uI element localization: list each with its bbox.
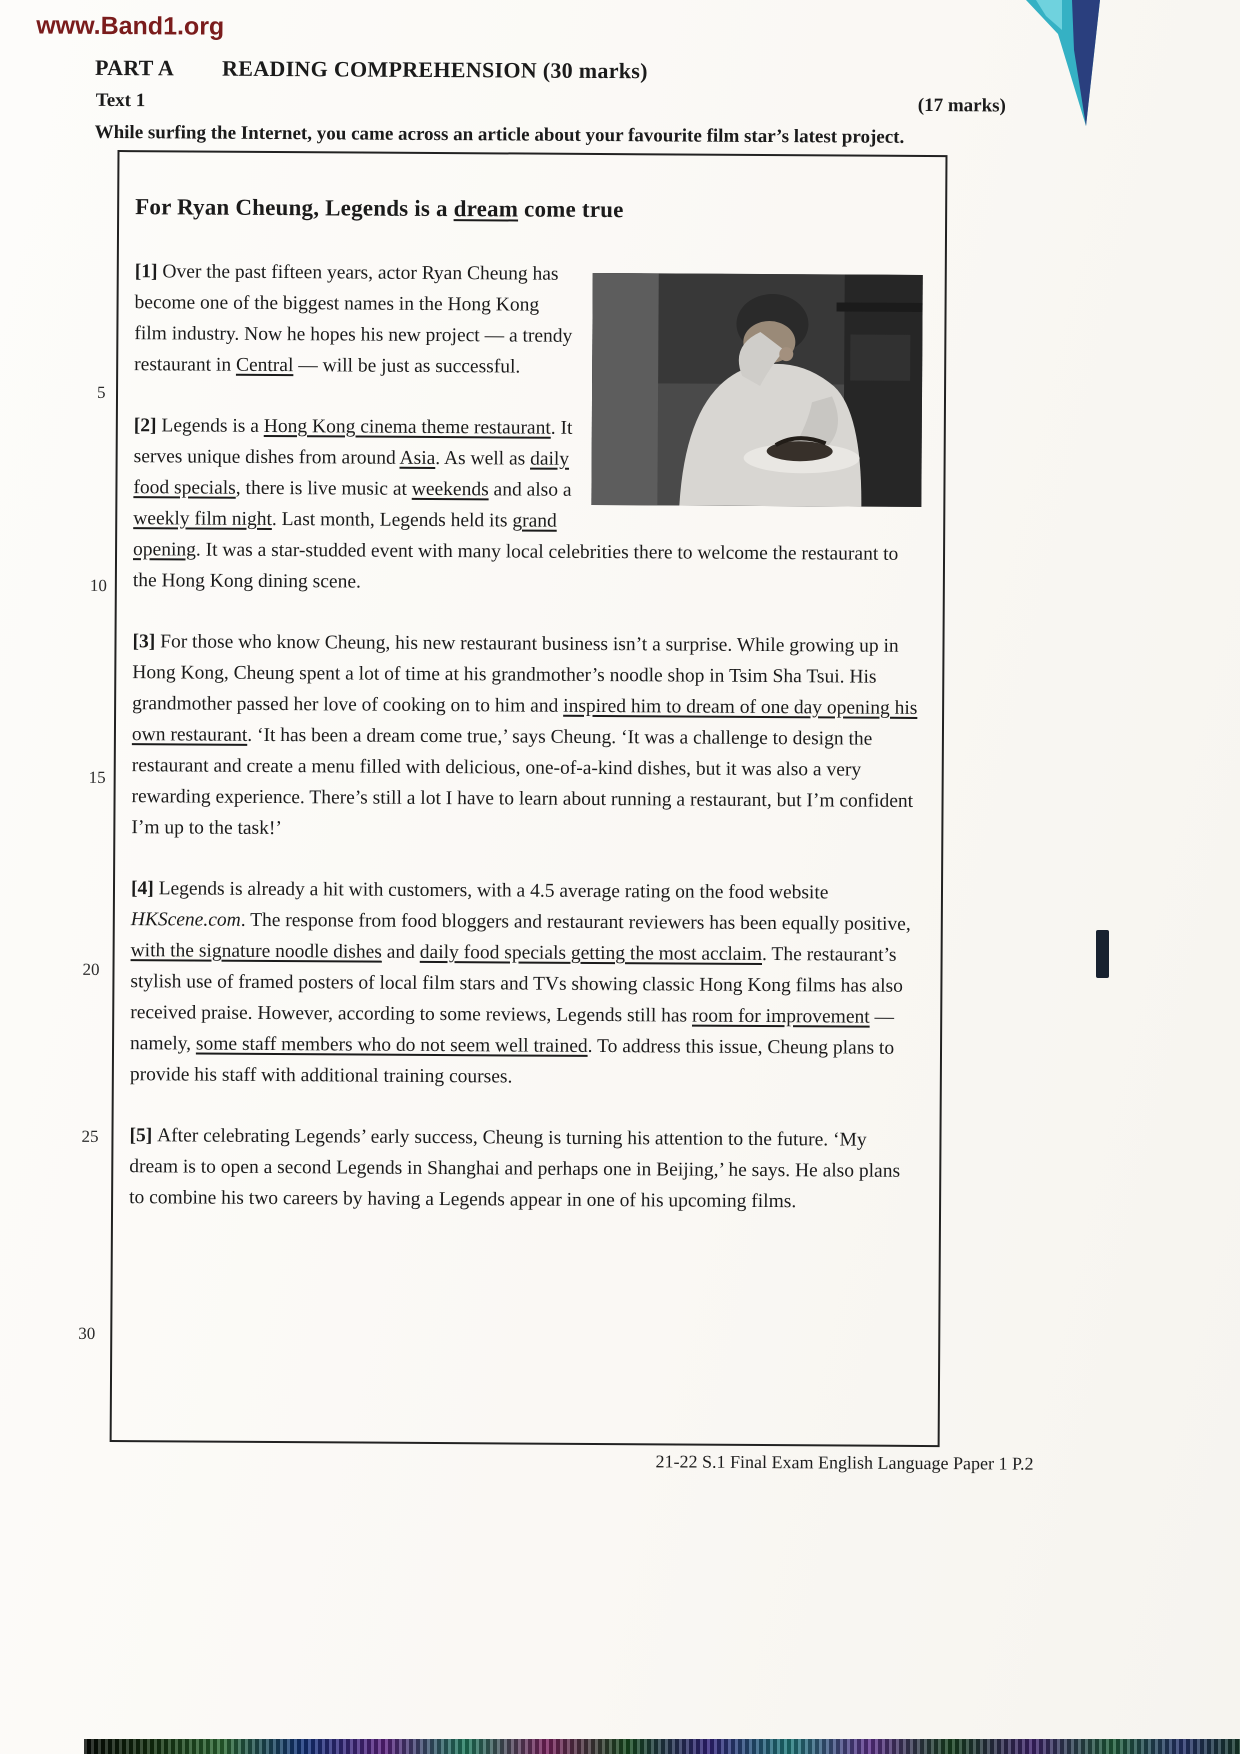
paragraph-5: [5] After celebrating Legends’ early success, Cheung is turning his attention to the future. ‘My dream is to open a second Legends in Shanghai and perhaps one in Beijing,’ he says. He also plans to combine his two careers by having a Legends appear in one of his upcoming films. (129, 1125, 901, 1213)
line-number-20: 20 (82, 959, 100, 979)
line-number-15: 15 (88, 767, 106, 787)
chef-photo-illustration (591, 273, 922, 507)
paragraph-3: [3] For those who know Cheung, his new restaurant business isn’t a surprise. While growing up in Hong Kong, Cheung spent a lot of time at his grandmother’s noodle shop in Tsim Sha Tsui. His grandmother passed her love of cooking on to him and inspired him to dream of one day opening his own restaurant. ‘It has been a dream come true,’ says Cheung. ‘It was a challenge to design the restaurant and create a menu filled with delicious, one-of-a-kind dishes, but it was also a very rewarding experience. There’s still a lot I have to learn about running a restaurant, but I’m confident I’m up to the task!’ (131, 631, 918, 840)
paragraph-4: [4] Legends is already a hit with customers, with a 4.5 average rating on the food website HKScene.com. The response from food bloggers and restaurant reviewers has been equally positive, with the signature noodle dishes and daily food specials getting the most acclaim. The restaurant’s stylish use of framed posters of local film stars and TVs showing classic Hong Kong films has also received praise. However, according to some reviews, Legends still has room for improvement — namely, some staff members who do not seem well trained. To address this issue, Cheung plans to provide his staff with additional training courses. (129, 878, 911, 1088)
paragraph-2: [2] Legends is a Hong Kong cinema theme restaurant. It serves unique dishes from around Asia. As well as daily food specials, there is live music at weekends and also a weekly film night. Last month, Legends held its grand opening. It was a star-studded event with many local celebrities there to welcome the restaurant to the Hong Kong dining scene. (132, 415, 899, 593)
marks-label: (17 marks) (917, 94, 1007, 117)
line-number-25: 25 (81, 1126, 99, 1146)
page-footer: 21-22 S.1 Final Exam English Language Paper 1 P.2 (655, 1451, 1034, 1474)
text-label: Text 1 (95, 89, 146, 112)
chef-photo (591, 273, 922, 507)
article-title: For Ryan Cheung, Legends is a dream come true (135, 194, 624, 223)
line-number-5: 5 (96, 382, 106, 402)
line-number-10: 10 (89, 575, 107, 595)
task-instruction: While surfing the Internet, you came across an article about your favourite film star’s latest project. (94, 121, 905, 148)
part-heading (95, 55, 648, 84)
scan-corner-artifact (1022, 0, 1114, 134)
paragraph-1: [1] Over the past fifteen years, actor Ryan Cheung has become one of the biggest names in the Hong Kong film industry. Now he hopes his new project — a trendy restaurant in Central — will be just as successful. (134, 261, 573, 378)
article-box (110, 150, 948, 1447)
watermark-url: www.Band1.org (36, 11, 225, 41)
section-title: READING COMPREHENSION (30 marks) (221, 55, 648, 84)
part-label: PART A (94, 54, 175, 81)
scan-ink-mark (1096, 930, 1109, 978)
line-number-30: 30 (78, 1323, 96, 1343)
scan-edge-artifact (84, 1739, 1240, 1754)
